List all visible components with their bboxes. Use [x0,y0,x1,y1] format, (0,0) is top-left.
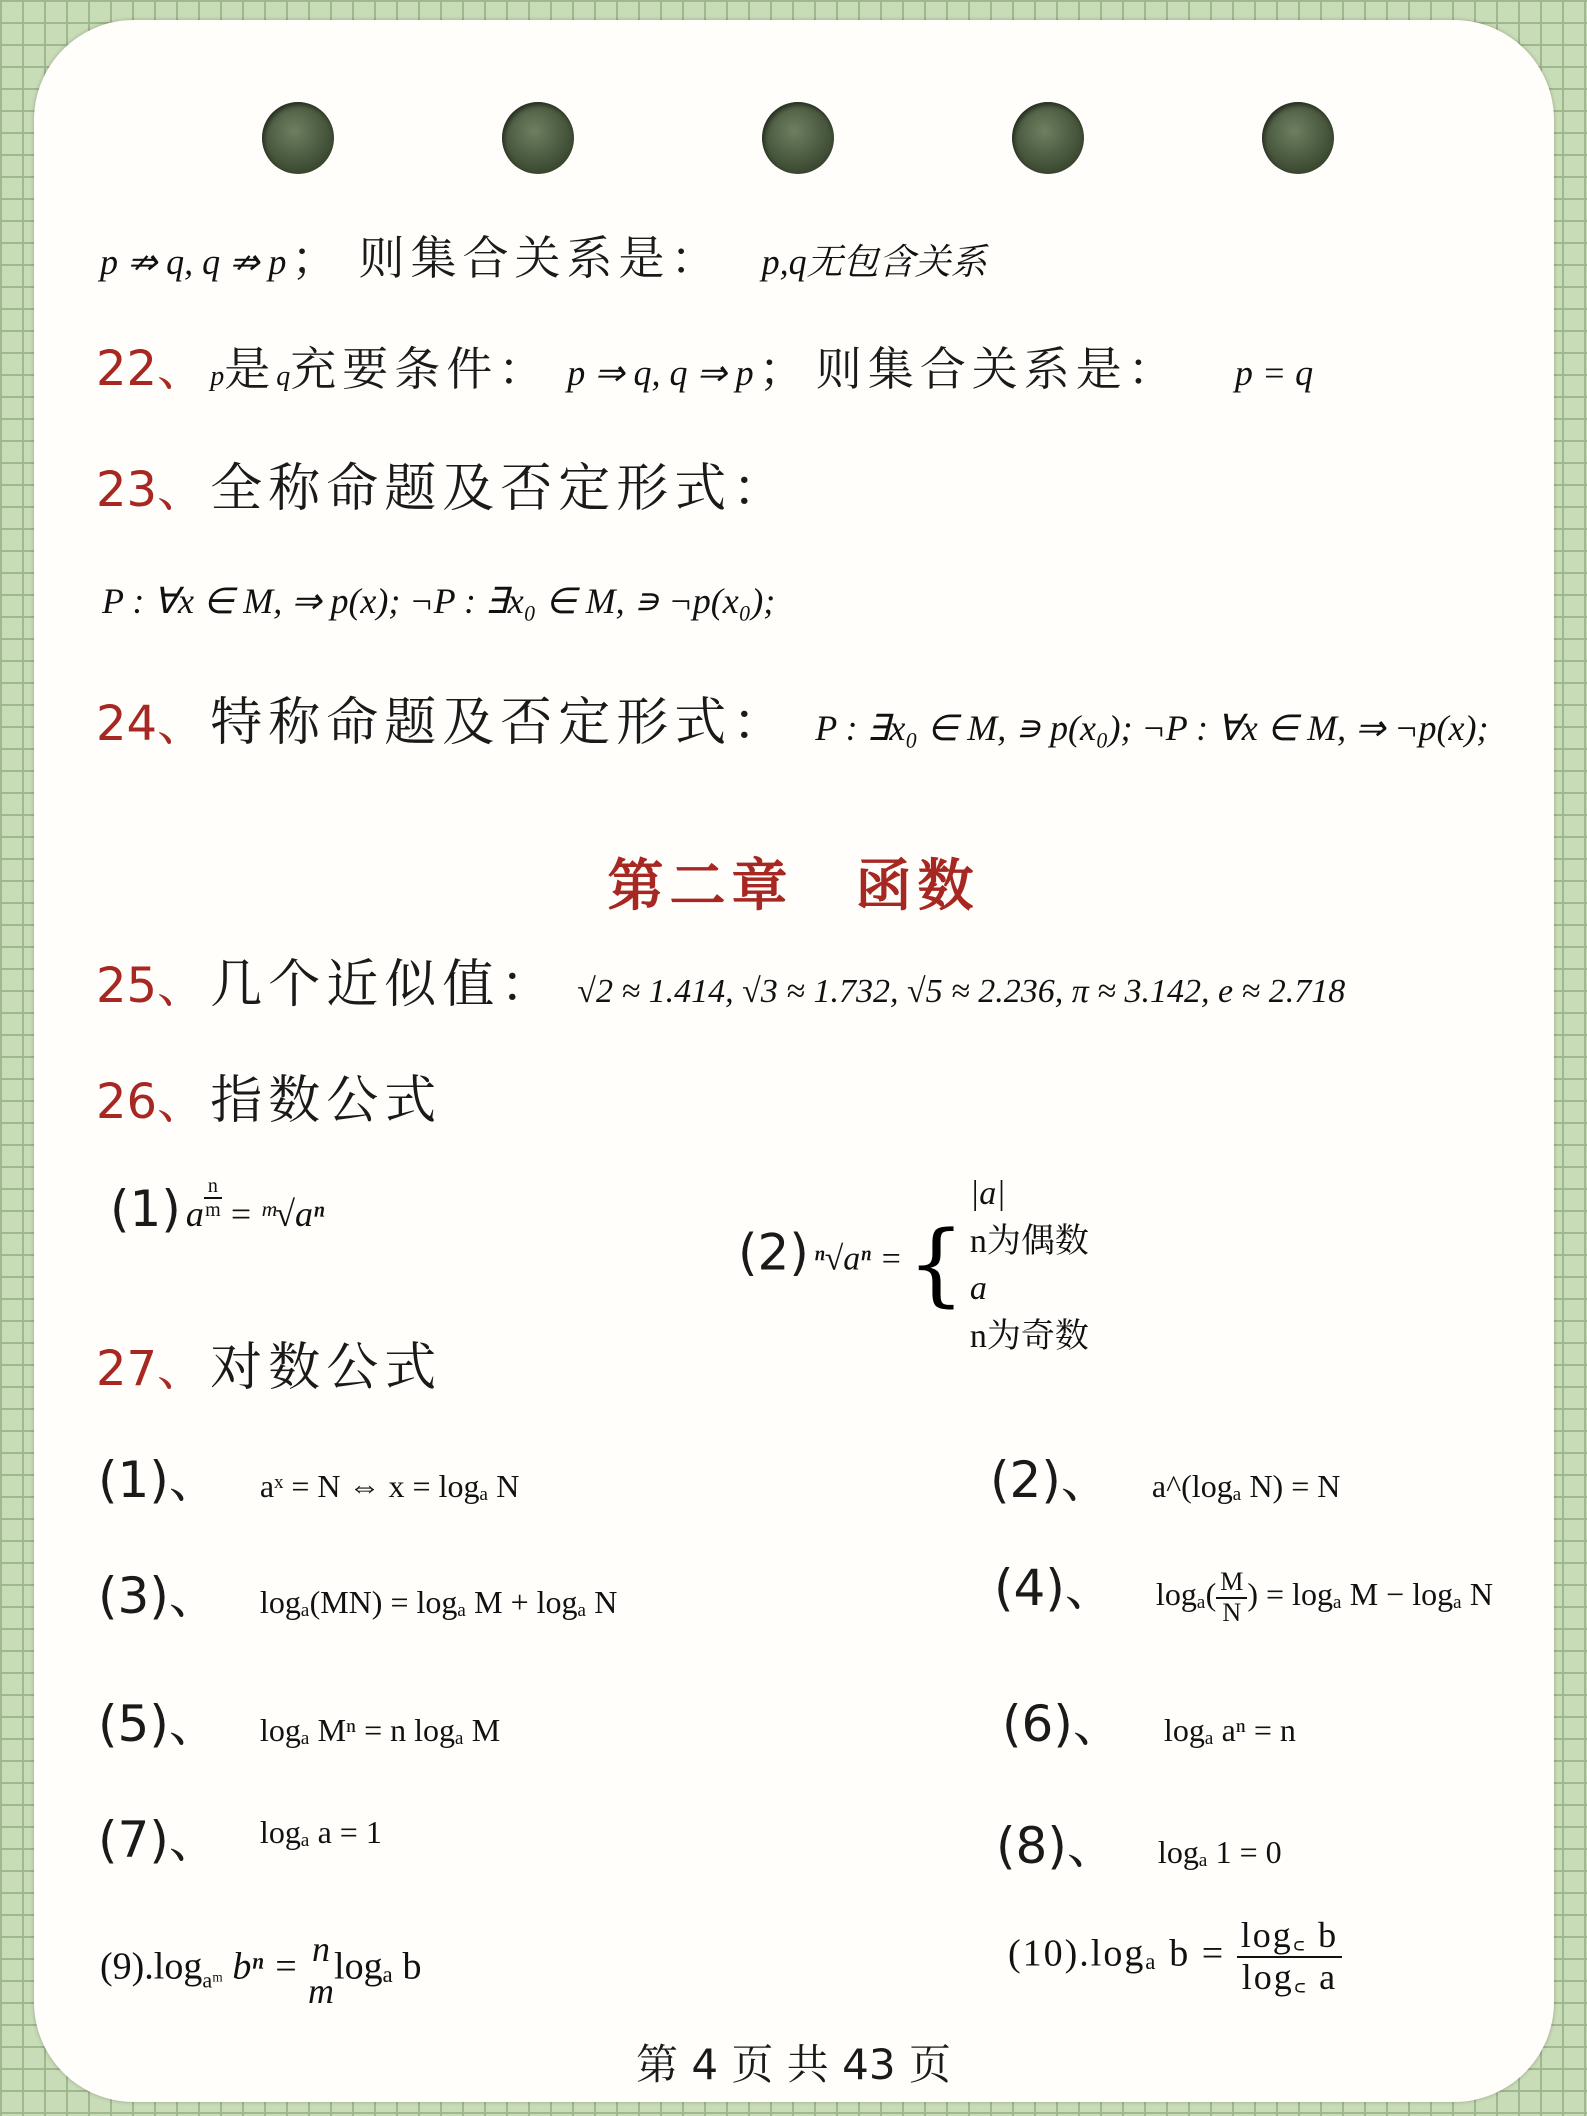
base-a: a [185,1194,204,1234]
log-formula-8 [996,1806,1282,1878]
chapter-title: 第二章 函数 [607,853,980,919]
item-title: 对数公式 [210,1338,443,1398]
item-title: 充要条件： [290,342,551,396]
log-formula-6 [1002,1684,1296,1756]
exponent-numerator: n [204,1175,222,1199]
formula-label: (1)、 [98,1451,219,1509]
case-value: a [969,1270,987,1308]
log-prefix: (9).log [100,1945,203,1988]
binder-hole [1012,102,1084,174]
log-formula-3 [98,1556,617,1628]
fraction-denominator: N [1222,1597,1242,1627]
condition-formula: p ⇏ q, q ⇏ p [100,242,287,282]
log-formula-2 [990,1440,1340,1512]
item-number: 27、 [96,1341,206,1397]
item-title: 几个近似值： [210,955,559,1015]
formula-lhs [814,1241,903,1278]
formula-body [1155,1567,1493,1627]
formula-label: (4)、 [994,1559,1115,1617]
item-number: 26、 [96,1074,206,1130]
log-formula-10 [1008,1916,1342,1997]
log-suffix: logₐ b [334,1945,422,1988]
page-footer: 第 4 页 共 43 页 [636,2040,951,2089]
set-relation-label: 则集合关系是： [358,231,723,285]
exponent-fraction [204,1175,222,1221]
item-title: 指数公式 [210,1071,443,1131]
formula-body: logₐ 1 = 0 [1157,1834,1282,1870]
formula-label: (1) [110,1180,181,1238]
is-label: 是 [224,342,277,396]
fraction-numerator: log꜀ b [1237,1916,1342,1958]
log-prefix: (10).logₐ b = [1008,1932,1226,1975]
case-condition: n为奇数 [969,1317,1089,1355]
binder-hole [262,102,334,174]
formula-body: logₐ(MN) = logₐ M + logₐ N [259,1584,618,1620]
set-relation-label: 则集合关系是： [815,342,1180,396]
item-26 [96,1058,442,1133]
item-27 [96,1325,442,1400]
log-base: aᵐ [202,1967,223,1993]
formula-body: logₐ Mⁿ = n logₐ M [259,1712,501,1748]
log-suffix: ) = logₐ M − logₐ N [1247,1576,1493,1612]
binder-hole [762,102,834,174]
formula-body: aˣ = N ⇔ x = logₐ N [259,1468,520,1504]
variable-q: q [276,361,291,392]
item-25 [96,942,1345,1017]
binder-hole [502,102,574,174]
fraction-numerator: n [312,1929,331,1969]
formula-label: (7)、 [98,1811,219,1869]
log-formula-7 [98,1800,382,1872]
item-number: 23、 [96,462,206,518]
change-of-base-fraction [1237,1916,1342,1997]
quotient-fraction [1216,1568,1247,1627]
separator: ； [291,231,344,285]
root-lhs: ⁿ√aⁿ = [813,1240,903,1278]
item-number: 22、 [96,341,206,397]
log-formula-4 [994,1548,1493,1627]
formula-body: logₐ aⁿ = n [1163,1712,1296,1748]
formula-label: (2) [738,1223,809,1282]
item-22 [96,330,1313,399]
universal-proposition-formula: P : ∀x ∈ M, ⇒ p(x); ¬P : ∃x₀ ∈ M, ∍ ¬p(x₀); [102,581,776,621]
fraction-numerator: M [1216,1568,1247,1599]
formula-label: (8)、 [996,1817,1117,1875]
log-argument: bⁿ = [232,1945,299,1988]
item-number: 25、 [96,958,206,1014]
separator: ； [758,342,811,396]
coefficient-fraction [308,1928,334,2012]
fraction-denominator: log꜀ a [1241,1956,1338,1997]
fraction-denominator: m [308,1971,335,2011]
item-24 [96,680,1489,755]
exponent-denominator: m [205,1198,221,1221]
item-number: 24、 [96,696,206,752]
set-relation-answer: p = q [1234,353,1314,393]
case-odd [970,1265,1089,1360]
case-condition: n为偶数 [969,1222,1089,1260]
formula-body: logₐ a = 1 [259,1814,382,1850]
condition-formula: p ⇒ q, q ⇒ p [567,353,754,393]
formula-label: (3)、 [98,1567,219,1625]
exponent-formula-1 [110,1174,325,1241]
item-21-continuation [100,222,987,288]
log-formula-9 [100,1928,421,2012]
formula-label: (2)、 [990,1451,1111,1509]
case-even [970,1170,1089,1265]
formula-body: a^(logₐ N) = N [1151,1468,1341,1504]
log-prefix: logₐ( [1155,1576,1217,1612]
formula-body [185,1174,325,1234]
item-title: 全称命题及否定形式： [210,459,791,519]
case-value: |a| [969,1175,1006,1212]
approximation-formula: √2 ≈ 1.414, √3 ≈ 1.732, √5 ≈ 2.236, π ≈ 3.142, e ≈ 2.718 [577,973,1346,1010]
cases-list [970,1170,1089,1360]
existential-proposition-formula: P : ∃x₀ ∈ M, ∍ p(x₀); ¬P : ∀x ∈ M, ⇒ ¬p(x); [815,708,1489,748]
root-expression: ᵐ√aⁿ [260,1194,325,1234]
exponent-formula-2 [738,1170,1089,1360]
set-relation-answer: p,q无包含关系 [761,242,987,282]
equals-sign: = [230,1194,252,1234]
log-formula-1 [98,1440,519,1512]
item-23 [96,446,790,521]
cases-brace: { [907,1212,965,1318]
formula-label: (6)、 [1002,1695,1123,1753]
binder-hole [1262,102,1334,174]
variable-p: p [210,361,225,392]
formula-label: (5)、 [98,1695,219,1753]
log-formula-5 [98,1684,500,1756]
item-title: 特称命题及否定形式： [210,693,791,753]
